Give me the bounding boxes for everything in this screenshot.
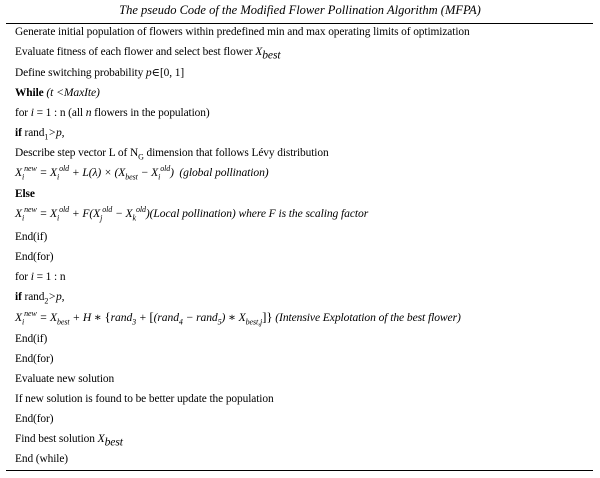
keyword-else: Else <box>15 188 35 200</box>
keyword-while: While <box>15 87 44 99</box>
line-text: = 1 : n <box>33 271 66 283</box>
math-i: i <box>30 106 34 119</box>
line-find-best-solution <box>15 431 123 447</box>
math-sub: 1 <box>44 132 49 142</box>
math-compare: >p, <box>48 126 65 139</box>
line-end-for-3: End(for) <box>15 413 54 425</box>
line-end-for-1: End(for) <box>15 251 54 263</box>
bottom-rule <box>6 470 593 471</box>
algorithm-title: The pseudo Code of the Modified Flower Pollination Algorithm (MFPA) <box>119 3 481 17</box>
line-text: dimension that follows Lévy distribution <box>143 147 329 159</box>
line-levy-step <box>15 145 329 161</box>
math-x: X <box>97 432 105 445</box>
line-text: Describe step vector L of N <box>15 147 139 159</box>
line-switching-probability <box>15 65 184 81</box>
math-sub: G <box>138 152 144 162</box>
line-evaluate-fitness <box>15 44 281 60</box>
math-sub: best <box>104 435 123 449</box>
global-pollination-note: (global pollination) <box>179 166 269 179</box>
global-pollination-equation: $X_i^{new} = X_i^{old} + L(\lambda) \times (X_{best} - X_i^{old})$ <box>15 164 174 182</box>
math-n: n <box>85 106 92 119</box>
line-for-all-flowers <box>15 105 210 121</box>
line-text: flowers in the population) <box>91 107 210 119</box>
line-text: = 1 : n (all <box>33 107 86 119</box>
math-range: ∈[0, 1] <box>151 67 185 79</box>
math-compare: >p, <box>48 290 65 303</box>
keyword-if: if <box>15 291 22 303</box>
math-x: X <box>255 45 263 58</box>
line-text: for <box>15 107 31 119</box>
line-evaluate-new-solution: Evaluate new solution <box>15 373 115 385</box>
while-condition: (t <MaxIte) <box>43 86 100 99</box>
line-for-i <box>15 269 65 285</box>
math-i: i <box>30 270 34 283</box>
line-end-if-2: End(if) <box>15 333 48 345</box>
math-rand: rand <box>21 291 45 303</box>
local-pollination-note: (Local pollination) where F is the scaling factor <box>149 207 369 220</box>
line-end-while: End (while) <box>15 453 68 465</box>
line-generate-population: Generate initial population of flowers within predefined min and max operating limits of optimization <box>15 26 470 38</box>
math-sub: best <box>262 48 281 62</box>
keyword-if: if <box>15 127 22 139</box>
math-sub: 2 <box>44 296 49 306</box>
line-local-pollination <box>15 206 368 222</box>
line-else <box>15 186 35 202</box>
intensive-exploitation-note: (Intensive Explotation of the best flower) <box>275 311 461 324</box>
line-end-for-2: End(for) <box>15 353 54 365</box>
math-rand: rand <box>21 127 45 139</box>
intensive-exploitation-equation: $X_i^{new} = X_{best} + H$ ∗ {rand$_3$ + [(rand$_4$ − rand$_5$) ∗ $X_{best,j}$]} <box>15 309 273 327</box>
line-update-population: If new solution is found to be better update the population <box>15 393 274 405</box>
line-intensive-exploitation <box>15 309 461 326</box>
line-while <box>15 85 100 101</box>
line-global-pollination <box>15 165 269 181</box>
line-text: Define switching probability <box>15 67 146 79</box>
line-if-rand1 <box>15 125 65 141</box>
line-text: Evaluate fitness of each flower and select best flower <box>15 46 256 58</box>
local-pollination-equation: $X_i^{new} = X_i^{old} + F(X_j^{old} - X_k^{old})$ <box>15 205 150 223</box>
line-end-if-1: End(if) <box>15 231 48 243</box>
line-text: for <box>15 271 31 283</box>
math-p: p <box>145 66 152 79</box>
line-text: Find best solution <box>15 433 98 445</box>
line-if-rand2 <box>15 289 65 305</box>
